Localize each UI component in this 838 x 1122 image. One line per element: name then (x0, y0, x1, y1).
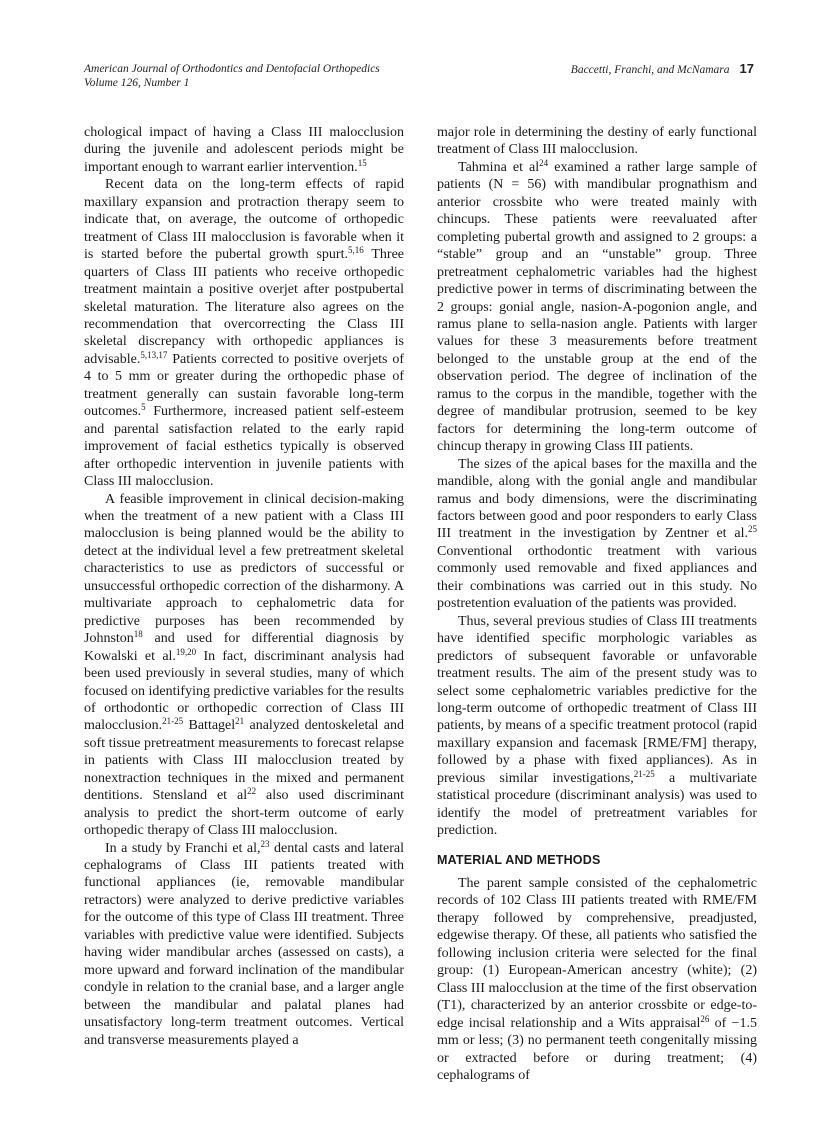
citation: 25 (748, 524, 757, 535)
section-heading: MATERIAL AND METHODS (437, 852, 601, 867)
citation: 5 (141, 402, 146, 413)
paragraph (437, 613, 757, 840)
text: The parent sample consisted of the cephalometric records of 102 Class III patients treated with RME/FM therapy followed by comprehensive, preadjusted, edgewise therapy. Of these, all patients who satisfied the following inclusion criteria were selected for the final group: (1) European-American ancestry (white); (2) Class III malocclusion at the time of the first observation (T1), characterized by an anterior crossbite or edge-to-edge incisal relationship and a Wits appraisal (437, 876, 757, 1031)
text: The sizes of the apical bases for the maxilla and the mandible, along with the gonial angle and mandibular ramus and body dimensions, were the discriminating factors between good and poor responders to early Class III treatment in the investigation by Zentner et al. (437, 456, 757, 542)
citation: 21-25 (633, 768, 655, 779)
text: Conventional orthodontic treatment with various commonly used removable and fixed appliances and their combinations was carried out in this study. No postretention evaluation of the patients was provided. (437, 543, 757, 612)
text: Three quarters of Class III patients who receive orthopedic treatment maintain a positive overjet after postpubertal skeletal maturation. The literature also agrees on the recommendation that overcorrecting the Class III skeletal discrepancy with orthopedic appliances is advisable. (84, 247, 404, 367)
text: a multivariate statistical procedure (discriminant analysis) was used to identify the model of pretreatment variables for prediction. (437, 770, 758, 839)
journal-title: American Journal of Orthodontics and Dentofacial Orthopedics (84, 63, 380, 75)
text: also used discriminant analysis to predict the short-term outcome of early orthopedic therapy of Class III malocclusion. (84, 788, 405, 839)
paragraph (84, 491, 404, 840)
citation: 5,16 (347, 245, 364, 256)
running-authors: Baccetti, Franchi, and McNamara (570, 64, 730, 76)
text: major role in determining the destiny of early functional treatment of Class III malocclusion. (437, 125, 757, 158)
citation: 23 (260, 838, 270, 849)
text: of −1.5 mm or less; (3) no permanent teeth congenitally missing or extracted before or during treatment; (4) cephalograms of (437, 1015, 758, 1084)
text: Tahmina et al (458, 159, 540, 175)
text: dental casts and lateral cephalograms of Class III patients treated with functional appliances (ie, removable mandibular retractors) were analyzed to derive predictive variables for the outcome of this type of Class III treatment. Three variables with predictive value were identified. Subjects having wider mandibular arches (assessed on casts), a more upward and forward inclination of the mandibular condyle in relation to the cranial base, and a larger angle between the mandibular and palatal planes had unsatisfactory long-term treatment outcomes. Vertical and transverse measurements played a (84, 840, 405, 1048)
text: Recent data on the long-term effects of rapid maxillary expansion and protraction therapy seem to indicate that, on average, the outcome of orthopedic treatment of Class III malocclusion is favorable when it is started before the pubertal growth spurt. (84, 177, 404, 263)
citation: 19,20 (175, 646, 197, 657)
citation: 15 (357, 157, 367, 168)
text: A feasible improvement in clinical decision-making when the treatment of a new patient with a Class III malocclusion is being planned would be the ability to detect at the individual level a few pretreatment skeletal characteristics to use as predictors of successful or unsuccessful orthopedic correction of the disharmony. A multivariate approach to cephalometric data for predictive purposes has been recommended by Johnston (84, 491, 404, 647)
text: Thus, several previous studies of Class III treatments have identified specific morphologic variables as predictors of subsequent favorable or unfavorable treatment results. The aim of the present study was to select some cephalometric variables predictive for the long-term outcome of orthopedic treatment of Class III patients, by means of a specific treatment protocol (rapid maxillary expansion and facemask [RME/FM] therapy, followed by a phase with fixed appliances). As in previous similar investigations, (437, 613, 757, 786)
paragraph (437, 875, 757, 1084)
paragraph (84, 840, 404, 1049)
text: examined a rather large sample of patients (N = 56) with mandibular prognathism and anterior crossbite who were treated mainly with chincups. These patients were reevaluated after completing pubertal growth and assigned to 2 groups: a “stable” group and an “unstable” group. Three pretreatment cephalometric variables had the highest predictive power in terms of discriminating between the 2 groups: gonial angle, nasion-A-pogonion angle, and ramus plane to sella-nasion angle. Patients with larger values for these 3 measurements before treatment belonged to the unstable group at the end of the observation period. The degree of inclination of the ramus to the corpus in the mandible, together with the degree of mandibular protrusion, seemed to be key factors for determining the long-term outcome of chincup therapy in growing Class III patients. (437, 159, 757, 455)
text: and used for differential diagnosis by Kowalski et al. (84, 631, 404, 664)
paragraph (84, 124, 404, 176)
text: chological impact of having a Class III malocclusion during the juvenile and adolescent periods might be important enough to warrant earlier intervention. (84, 125, 404, 175)
paragraph (437, 124, 757, 159)
page-number: 17 (739, 61, 754, 76)
journal-volume: Volume 126, Number 1 (84, 77, 190, 89)
text: In fact, discriminant analysis had been used previously in several studies, many of which focused on identifying predictive variables for the results of orthodontic or orthopedic correction of Class III malocclusion. (84, 648, 404, 734)
right-column (437, 124, 757, 1084)
citation: 26 (700, 1013, 710, 1024)
author-page-info (571, 62, 754, 77)
citation: 18 (133, 629, 143, 640)
paragraph (437, 456, 757, 613)
text: Patients corrected to positive overjets of 4 to 5 mm or greater during the orthopedic phase of treatment generally can sustain favorable long-term outcomes. (84, 351, 404, 420)
paragraph (437, 159, 757, 456)
citation: 21 (235, 716, 245, 727)
text: analyzed dentoskeletal and soft tissue pretreatment measurements to forecast relapse in patients with Class III malocclusion treated by nonextraction techniques in the mixed and permanent dentitions. Stensland et al (84, 718, 404, 804)
journal-info (84, 62, 380, 90)
citation: 21-25 (162, 716, 184, 727)
text: Furthermore, increased patient self-esteem and parental satisfaction related to the early rapid improvement of facial esthetics typically is observed after orthopedic intervention in juvenile patients with Class III malocclusion. (84, 404, 404, 490)
text: In a study by Franchi et al, (105, 840, 261, 856)
running-header (84, 62, 754, 96)
left-column (84, 124, 404, 1049)
text: Battagel (183, 718, 236, 734)
citation: 5,13,17 (140, 349, 168, 360)
paragraph (84, 176, 404, 490)
citation: 24 (539, 157, 549, 168)
citation: 22 (247, 786, 257, 797)
